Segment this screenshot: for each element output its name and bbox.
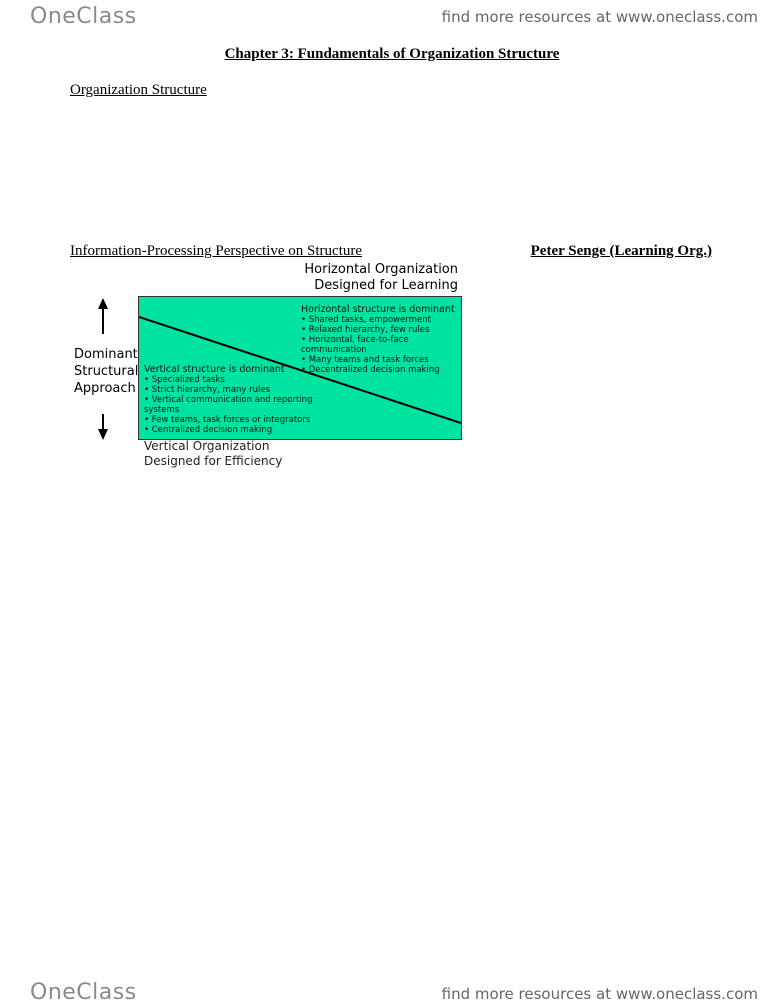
vertical-structure-list xyxy=(144,365,314,435)
vertical-structure-heading: Vertical structure is dominant xyxy=(144,364,285,375)
oneclass-logo[interactable] xyxy=(30,6,137,28)
axis-label-line-3: Approach xyxy=(74,381,136,396)
list-item: • Relaxed hierarchy, few rules xyxy=(301,325,430,335)
axis-label-line-1: Dominant xyxy=(74,347,138,362)
figure-top-label xyxy=(304,262,458,294)
list-item: • Strict hierarchy, many rules xyxy=(144,385,271,395)
list-item: • Centralized decision making xyxy=(144,425,273,435)
figure-axis-label xyxy=(74,346,138,397)
section-heading-organization-structure: Organization Structure xyxy=(70,82,207,98)
list-item: • Shared tasks, empowerment xyxy=(301,315,431,325)
list-item: systems xyxy=(144,405,180,415)
list-item: • Vertical communication and reporting xyxy=(144,395,313,405)
list-item: • Few teams, task forces or integrators xyxy=(144,415,311,425)
structure-figure xyxy=(70,262,470,472)
logo-text: OneClass xyxy=(30,980,137,1005)
figure-bottom-label xyxy=(144,439,282,469)
list-item: • Specialized tasks xyxy=(144,375,225,385)
footer-tagline[interactable]: find more resources at www.oneclass.com xyxy=(441,985,758,1003)
list-item: • Horizontal, face-to-face xyxy=(301,335,409,345)
section-heading-peter-senge: Peter Senge (Learning Org.) xyxy=(530,243,712,259)
horizontal-structure-heading: Horizontal structure is dominant xyxy=(301,304,455,315)
horizontal-structure-list xyxy=(301,305,459,375)
bottom-label-line-1: Vertical Organization xyxy=(144,439,270,453)
top-label-line-2: Designed for Learning xyxy=(314,278,458,293)
list-item: • Many teams and task forces xyxy=(301,355,429,365)
structure-green-box xyxy=(138,296,462,440)
page-title: Chapter 3: Fundamentals of Organization Structure xyxy=(224,46,560,62)
logo-text: OneClass xyxy=(30,4,137,29)
top-label-line-1: Horizontal Organization xyxy=(304,262,458,277)
header-tagline[interactable]: find more resources at www.oneclass.com xyxy=(441,8,758,26)
bottom-label-line-2: Designed for Efficiency xyxy=(144,454,283,468)
section-heading-information-processing: Information-Processing Perspective on Structure xyxy=(70,243,363,259)
axis-label-line-2: Structural xyxy=(74,364,139,379)
list-item: communication xyxy=(301,345,367,355)
oneclass-logo-footer[interactable] xyxy=(30,982,137,1004)
list-item: • Decentralized decision making xyxy=(301,365,440,375)
